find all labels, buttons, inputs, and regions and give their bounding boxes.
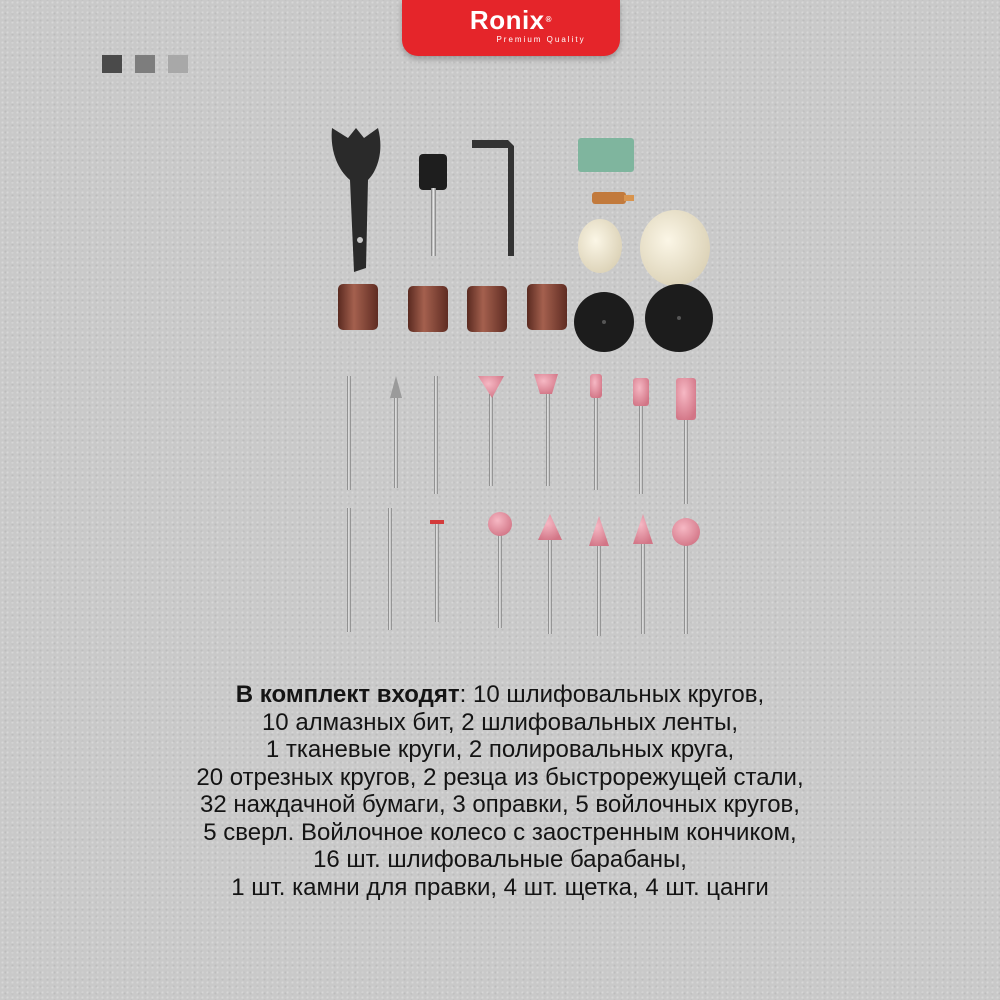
hex-key-icon xyxy=(472,140,514,256)
indicator-dot-2 xyxy=(135,55,155,73)
brand-name: Ronix® xyxy=(469,5,553,35)
drill-bits-row-icon xyxy=(347,508,700,636)
caption-line-5: 32 наждачной бумаги, 3 оправки, 5 войлочных кругов, xyxy=(200,791,800,818)
caption-line-1: В комплект входят: 10 шлифовальных кругов, xyxy=(235,681,765,708)
collet-nut-icon xyxy=(592,192,634,204)
wrench-icon xyxy=(332,128,381,272)
sanding-bands-icon xyxy=(338,284,567,332)
indicator-dot-1 xyxy=(102,55,122,73)
indicator-dot-3 xyxy=(168,55,188,73)
caption-line-2: 10 алмазных бит, 2 шлифовальных ленты, xyxy=(261,708,739,736)
collet-shaft-icon xyxy=(419,154,447,256)
rubber-polishing-wheels-icon xyxy=(574,284,713,352)
accessory-kit-image xyxy=(300,110,730,660)
brand-tagline: Premium Quality xyxy=(496,35,586,44)
kit-contents-caption xyxy=(60,681,940,901)
caption-lead: В комплект входят xyxy=(235,681,460,708)
caption-line-8: 1 шт. камни для правки, 4 шт. щетка, 4 шт. цанги xyxy=(231,873,769,901)
caption-line-7: 16 шт. шлифовальные барабаны, xyxy=(313,846,687,873)
caption-line-4: 20 отрезных кругов, 2 резца из быстрорежущей стали, xyxy=(196,763,804,791)
brand-logo xyxy=(402,0,620,56)
engraving-bits-row-icon xyxy=(347,374,696,504)
felt-wheels-icon xyxy=(578,210,710,286)
dressing-stone-icon xyxy=(578,138,634,172)
registered-mark: ® xyxy=(545,15,553,24)
caption-line-6: 5 сверл. Войлочное колесо с заостренным кончиком, xyxy=(203,818,797,846)
caption-line-3: 1 тканевые круги, 2 полировальных круга, xyxy=(265,736,735,763)
slide-indicator xyxy=(102,55,188,73)
